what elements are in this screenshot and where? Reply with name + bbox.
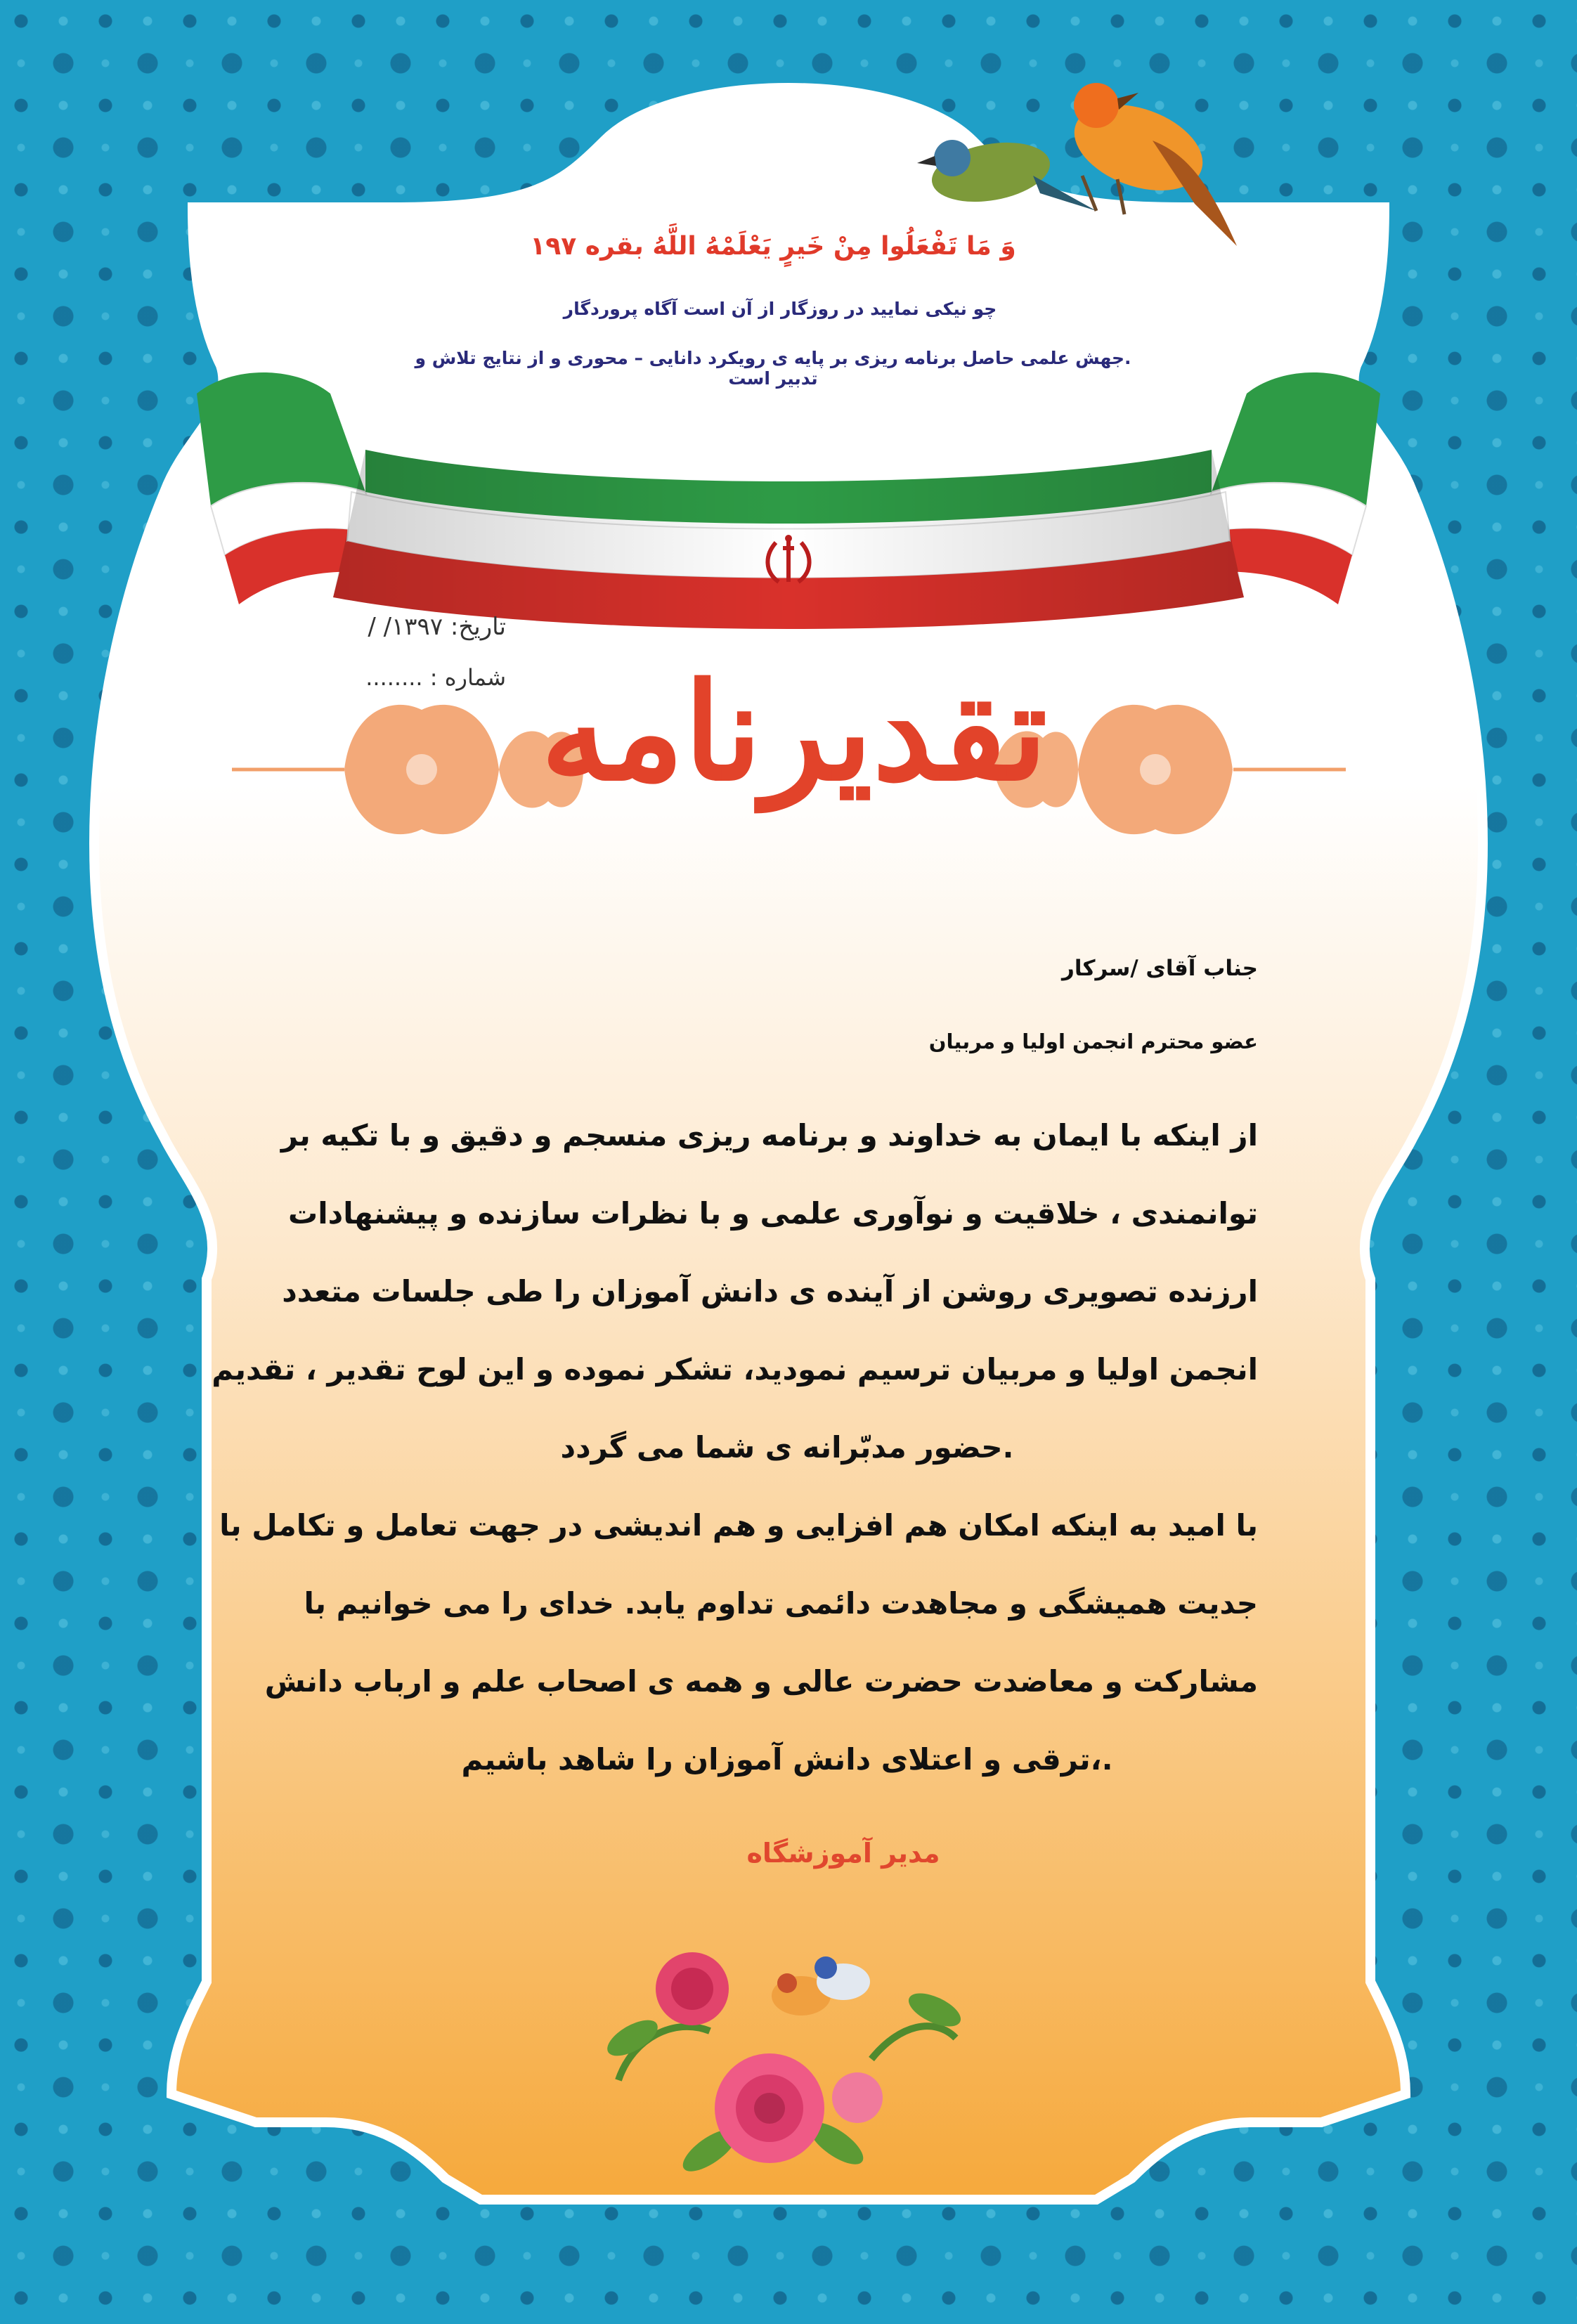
body-line: با امید به اینکه امکان هم افزایی و هم اندیشی در جهت تعامل و تکامل با bbox=[219, 1508, 1258, 1543]
number-value: ........ bbox=[365, 664, 423, 691]
date-value: ۱۳۹۷/ / bbox=[368, 613, 443, 641]
body-line: توانمندی ، خلاقیت و نوآوری علمی و با نظرات سازنده و پیشنهادات bbox=[288, 1196, 1258, 1231]
recipient-role: عضو محترم انجمن اولیا و مربیان bbox=[928, 1030, 1258, 1053]
number-field bbox=[309, 664, 506, 691]
addressee-line: جناب آقای /سرکار bbox=[1062, 956, 1258, 981]
body-line: ارزنده تصویری روشن از آینده ی دانش آموزان را طی جلسات متعدد bbox=[282, 1274, 1258, 1309]
certificate-body bbox=[212, 1096, 1258, 1798]
body-line: .حضور مدبّرانه ی شما می گردد bbox=[560, 1430, 1014, 1465]
quran-verse: وَ مَا تَفْعَلُوا مِنْ خَيرٍ يَعْلَمْهُ اللَّهُ بقره ۱۹۷ bbox=[530, 232, 1016, 261]
signature-title: مدیر آموزشگاه bbox=[746, 1838, 940, 1869]
date-field bbox=[267, 613, 506, 641]
body-line: مشارکت و معاضدت حضرت عالی و همه ی اصحاب علم و ارباب دانش bbox=[264, 1664, 1258, 1699]
number-label: شماره : bbox=[429, 664, 506, 691]
certificate-title: تقدیرنامه bbox=[540, 654, 1048, 810]
body-line: از اینکه با ایمان به خداوند و برنامه ریزی منسجم و دقیق و با تکیه بر bbox=[280, 1118, 1258, 1153]
slogan-line: .جهش علمی حاصل برنامه ریزی بر پایه ی رویکرد دانایی – محوری و از نتایج تلاش و تدبیر است bbox=[415, 348, 1131, 389]
body-line: .،ترقی و اعتلای دانش آموزان را شاهد باشیم bbox=[461, 1742, 1113, 1777]
date-label: تاریخ: bbox=[450, 613, 506, 641]
body-line: جدیت همیشگی و مجاهدت دائمی تداوم یابد. خدای را می خوانیم با bbox=[304, 1586, 1258, 1621]
body-line: انجمن اولیا و مربیان ترسیم نمودید، تشکر نموده و این لوح تقدیر ، تقدیم bbox=[212, 1352, 1258, 1387]
poem-line: چو نیکی نمایید در روزگار از آن است آگاه پروردگار bbox=[563, 299, 997, 319]
